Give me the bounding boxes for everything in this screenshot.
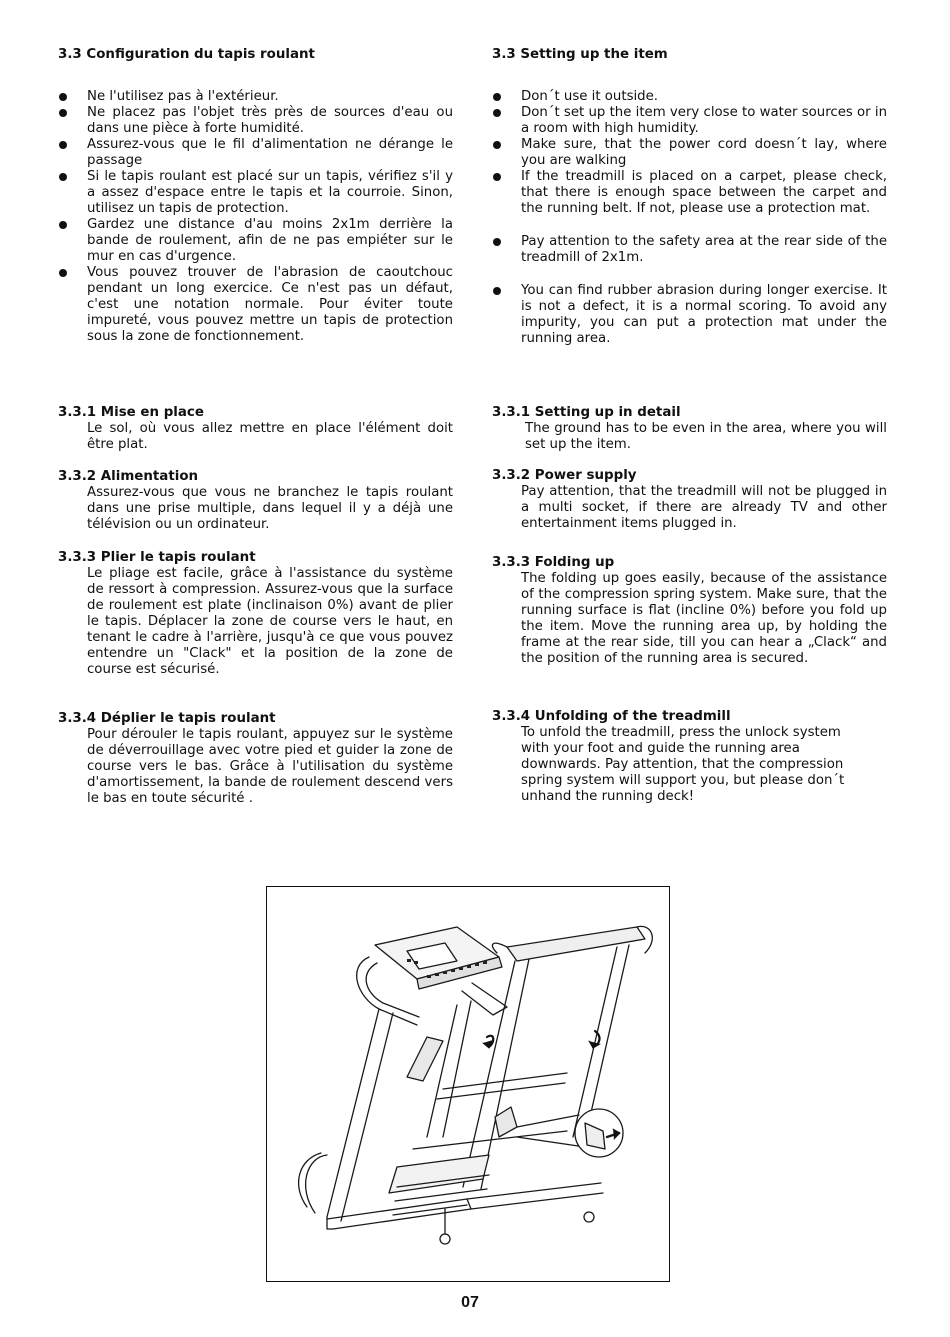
subsection-en-3-3-2 — [492, 467, 887, 532]
subsection-text: Le pliage est facile, grâce à l'assistance du système de ressort à compression. Assurez-vous que la surface de roulement est plate (inclinaison 0%) avant de plier le tapis. Déplacer la zone de course vers le haut, en tenant le cadre à l'arrière, jusqu'à ce que vous pouvez entendre un "Clack" et la position de la zone de course est sécurisé. — [87, 566, 453, 677]
subsection-title: 3.3.4 Unfolding of the treadmill — [492, 709, 731, 724]
subsection-title: 3.3.3 Plier le tapis roulant — [58, 550, 256, 565]
subsection-fr-3-3-4 — [58, 710, 453, 807]
bullet-item: If the treadmill is placed on a carpet, please check, that there is enough space between the carpet and the running belt. If not, please use a protection mat. — [492, 169, 887, 217]
bullet-item: Don´t set up the item very close to water sources or in a room with high humidity. — [492, 105, 887, 137]
subsection-text: Le sol, où vous allez mettre en place l'élément doit être plat. — [87, 421, 453, 452]
treadmill-folding-figure — [266, 886, 670, 1282]
subsection-text: The folding up goes easily, because of the assistance of the compression spring system. Make sure, that the running surface is flat (incline 0%) before you fold up the item. Move the running area up, by holding the frame at the rear side, till you can hear a „Clack“ and the position of the running area is secured. — [521, 571, 887, 666]
subsection-title: 3.3.4 Déplier le tapis roulant — [58, 711, 276, 726]
subsection-fr-3-3-2 — [58, 468, 453, 533]
bullet-item: Assurez-vous que le fil d'alimentation ne dérange le passage — [58, 137, 453, 169]
section-title-fr: 3.3 Configuration du tapis roulant — [58, 47, 315, 62]
subsection-text: Pay attention, that the treadmill will not be plugged in a multi socket, if there are already TV and other entertainment items plugged in. — [521, 484, 887, 531]
subsection-fr-3-3-1 — [58, 404, 453, 453]
subsection-title: 3.3.2 Alimentation — [58, 469, 199, 484]
section-title-en: 3.3 Setting up the item — [492, 47, 668, 62]
subsection-title: 3.3.2 Power supply — [492, 468, 637, 483]
page-number: 07 — [461, 1294, 479, 1311]
bullet-item: Don´t use it outside. — [492, 89, 887, 105]
bullet-item: Make sure, that the power cord doesn´t lay, where you are walking — [492, 137, 887, 169]
subsection-text: Pour dérouler le tapis roulant, appuyez sur le système de déverrouillage avec votre pied et guider la zone de course vers le bas. Grâce à l'utilisation du système d'amortissement, la bande de roulement descend vers le bas en toute sécurité . — [87, 727, 453, 806]
bullet-item: Si le tapis roulant est placé sur un tapis, vérifiez s'il y a assez d'espace entre le tapis et la courroie. Sinon, utilisez un tapis de protection. — [58, 169, 453, 217]
bullet-list-fr — [58, 89, 453, 345]
right-column-english — [492, 46, 887, 347]
subsection-en-3-3-1 — [492, 404, 887, 453]
subsection-title: 3.3.1 Mise en place — [58, 405, 204, 420]
subsection-text: Assurez-vous que vous ne branchez le tapis roulant dans une prise multiple, dans lequel il y a déjà une télévision ou un ordinateur. — [87, 485, 453, 532]
subsection-en-3-3-4 — [492, 708, 852, 805]
subsection-title: 3.3.1 Setting up in detail — [492, 405, 681, 420]
subsection-en-3-3-3 — [492, 554, 887, 667]
left-column-french — [58, 46, 453, 345]
subsection-title: 3.3.3 Folding up — [492, 555, 615, 570]
bullet-item: Ne placez pas l'objet très près de sources d'eau ou dans une pièce à forte humidité. — [58, 105, 453, 137]
subsection-text: The ground has to be even in the area, where you will set up the item. — [525, 421, 887, 452]
bullet-item: Vous pouvez trouver de l'abrasion de caoutchouc pendant un long exercice. Ce n'est pas un défaut, c'est une notation normale. Pour éviter toute impureté, vous pouvez mettre un tapis de protection sous la zone de fonctionnement. — [58, 265, 453, 345]
subsection-text: To unfold the treadmill, press the unlock system with your foot and guide the running area downwards. Pay attention, that the compression spring system will support you, but please don´t unhand the running deck! — [521, 725, 845, 804]
subsection-fr-3-3-3 — [58, 549, 453, 678]
bullet-item: Pay attention to the safety area at the rear side of the treadmill of 2x1m. — [492, 234, 887, 266]
bullet-item: You can find rubber abrasion during longer exercise. It is not a defect, it is a normal scoring. To avoid any impurity, you can put a protection mat under the running area. — [492, 283, 887, 347]
bullet-item: Gardez une distance d'au moins 2x1m derrière la bande de roulement, afin de ne pas empiéter sur le mur en cas d'urgence. — [58, 217, 453, 265]
folded-treadmill-illustration — [267, 887, 669, 1281]
bullet-item: Ne l'utilisez pas à l'extérieur. — [58, 89, 453, 105]
bullet-list-en — [492, 89, 887, 347]
